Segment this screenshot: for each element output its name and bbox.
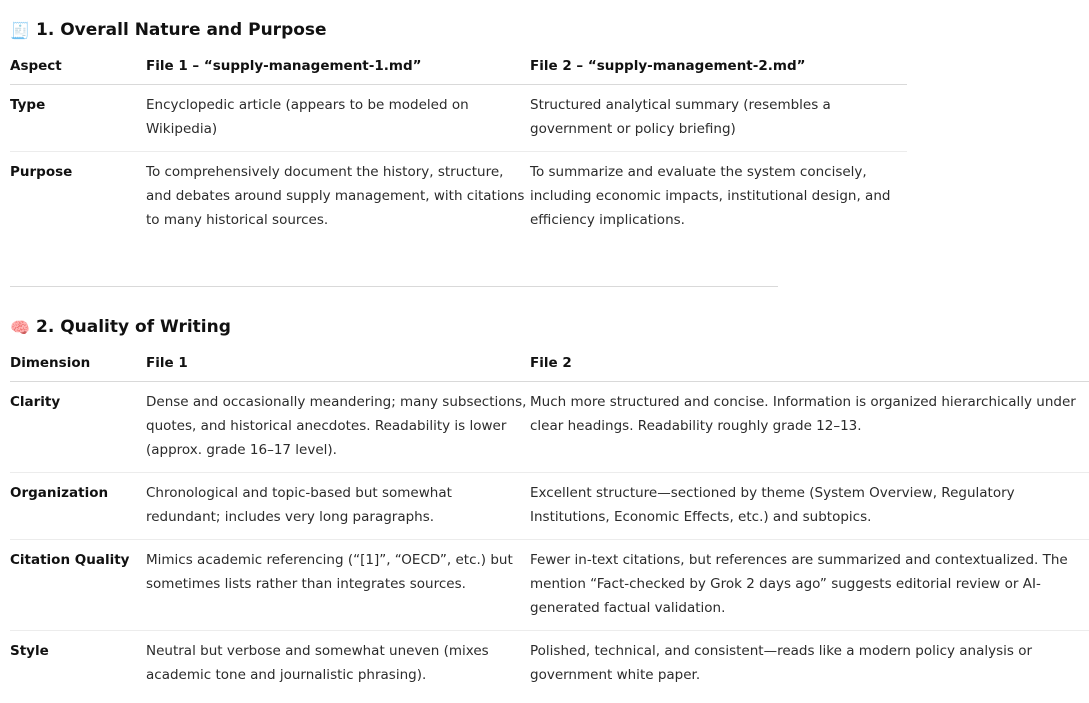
file1-cell: Encyclopedic article (appears to be modeled on Wikipedia) (146, 96, 469, 137)
file1-cell: Dense and occasionally meandering; many subsections, quotes, and historical anecdotes. Readability is lower (approx. grade 16–17 level). (146, 393, 527, 458)
column-header-file1: File 1 (146, 355, 188, 371)
row-label: Type (10, 96, 46, 113)
table-row (10, 472, 1089, 539)
section-heading-overall-nature (10, 20, 327, 40)
table-row (10, 151, 907, 242)
file2-cell: Polished, technical, and consistent—reads like a modern policy analysis or government white paper. (530, 642, 1033, 683)
table-header-row (10, 345, 1089, 381)
row-label: Citation Quality (10, 551, 130, 568)
row-label: Purpose (10, 163, 73, 180)
column-header-file1: File 1 – “supply-management-1.md” (146, 58, 422, 74)
file2-cell: Excellent structure—sectioned by theme (System Overview, Regulatory Institutions, Economic Effects, etc.) and subtopics. (530, 484, 1015, 525)
section-divider (10, 286, 778, 287)
section-heading-quality-of-writing (10, 317, 231, 337)
file2-cell: Fewer in-text citations, but references are summarized and contextualized. The mention “Fact-checked by Grok 2 days ago” suggests editorial review or AI-generated factual validation. (530, 551, 1068, 616)
column-header-file2: File 2 (530, 355, 572, 371)
file1-cell: Neutral but verbose and somewhat uneven (mixes academic tone and journalistic phrasing). (146, 642, 489, 683)
row-label: Clarity (10, 393, 61, 410)
row-label: Organization (10, 484, 109, 501)
file1-cell: To comprehensively document the history, structure, and debates around supply management, with citations to many historical sources. (146, 163, 525, 228)
comparison-table-writing-quality (10, 345, 1089, 697)
section-title: 2. Quality of Writing (36, 317, 231, 337)
column-header-file2: File 2 – “supply-management-2.md” (530, 58, 806, 74)
row-label: Style (10, 642, 49, 659)
table-row (10, 84, 907, 151)
file2-cell: Structured analytical summary (resembles a government or policy briefing) (530, 96, 831, 137)
comparison-table-purpose (10, 48, 907, 242)
column-header-dimension: Dimension (10, 355, 91, 371)
table-header-row (10, 48, 907, 84)
receipt-icon: 🧾 (10, 20, 30, 40)
brain-icon: 🧠 (10, 317, 30, 337)
file1-cell: Mimics academic referencing (“[1]”, “OECD”, etc.) but sometimes lists rather than integrates sources. (146, 551, 513, 592)
section-title: 1. Overall Nature and Purpose (36, 20, 327, 40)
table-row (10, 381, 1089, 472)
table-row (10, 539, 1089, 630)
file2-cell: To summarize and evaluate the system concisely, including economic impacts, institutional design, and efficiency implications. (530, 163, 891, 228)
column-header-aspect: Aspect (10, 58, 62, 74)
table-row (10, 630, 1089, 697)
file1-cell: Chronological and topic-based but somewhat redundant; includes very long paragraphs. (146, 484, 452, 525)
file2-cell: Much more structured and concise. Information is organized hierarchically under clear headings. Readability roughly grade 12–13. (530, 393, 1076, 434)
